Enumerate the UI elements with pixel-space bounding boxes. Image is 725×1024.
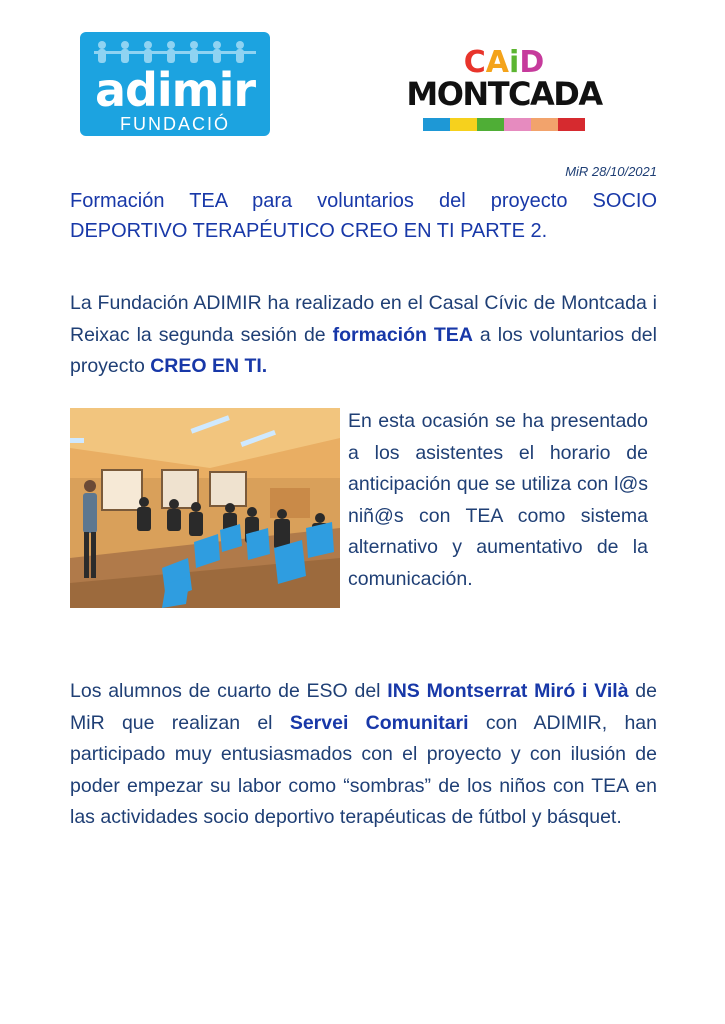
highlight-ins: INS Montserrat Miró i Vilà [387, 680, 629, 702]
stripe-5 [558, 118, 585, 131]
caid-letter-2: i [509, 45, 520, 80]
stripe-1 [450, 118, 477, 131]
highlight-servei: Servei Comunitari [289, 711, 469, 734]
adimir-fundacio-logo [80, 32, 270, 136]
stripe-3 [504, 118, 531, 131]
stripe-0 [423, 118, 450, 131]
fundacio-label: FUNDACIÓ [120, 114, 230, 134]
caid-letter-1: A [485, 45, 510, 80]
document-date: MiR 28/10/2021 [565, 164, 657, 179]
page-title: Formación TEA para voluntarios del proyecto SOCIO DEPORTIVO TERAPÉUTICO CREO EN TI PARTE 2. [70, 190, 657, 242]
session-description: En esta ocasión se ha presentado a los asistentes el horario de anticipación que se utiliza con l@s niñ@s con TEA como sistema alternativo y aumentativo de la comunicación. [348, 410, 648, 590]
color-stripes [423, 118, 585, 131]
adimir-wordmark: adimir [94, 63, 256, 117]
stripe-4 [531, 118, 558, 131]
students-paragraph: Los alumnos de cuarto de ESO del INS Montserrat Miró i Vilà de MiR que realizan el Servei Comunitari con ADIMIR, han participado muy entusiasmados con el proyecto y con ilusión de poder empezar su labor como “sombras” de los niños con TEA en las actividades socio deportivo terapéuticas de fútbol y básquet. [70, 680, 658, 828]
caid-letter-0: C [463, 45, 486, 80]
training-session-photo [70, 408, 340, 608]
intro-paragraph: La Fundación ADIMIR ha realizado en el Casal Cívic de Montcada i Reixac la segunda sesión de formación TEA a los voluntarios del proyecto CREO EN TI. [70, 292, 657, 377]
caid-montcada-logo [398, 46, 610, 136]
caid-letter-3: D [519, 45, 545, 80]
stripe-2 [477, 118, 504, 131]
highlight-creo-en-ti: CREO EN TI. [150, 355, 268, 377]
highlight-formacion-tea: formación TEA [332, 323, 473, 346]
montcada-wordmark: MONTCADA [406, 75, 602, 113]
